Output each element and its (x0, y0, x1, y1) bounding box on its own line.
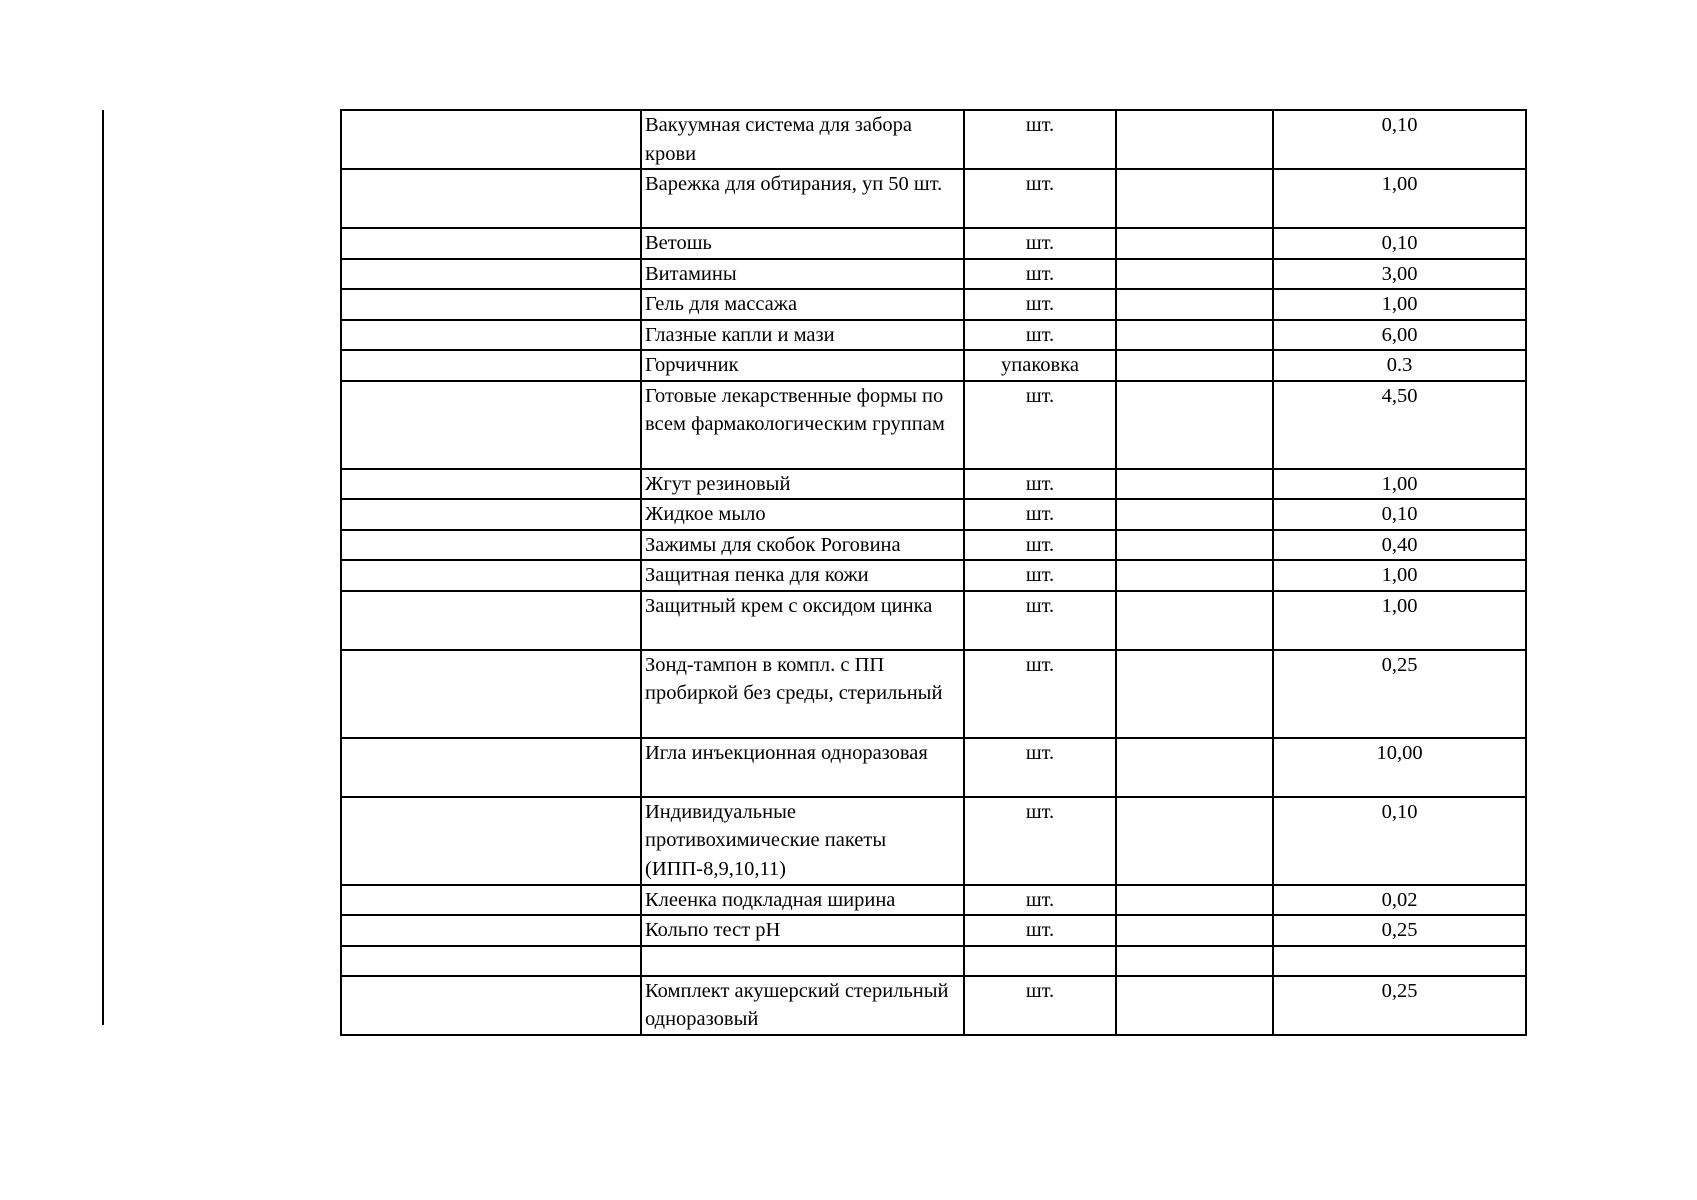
empty-cell (1116, 469, 1273, 500)
unit-cell: шт. (964, 228, 1116, 259)
empty-cell (1116, 591, 1273, 650)
unit-cell: шт. (964, 915, 1116, 946)
unit-cell: шт. (964, 976, 1116, 1035)
table-row (341, 560, 1526, 591)
table-row (341, 650, 1526, 738)
group-cell (341, 169, 641, 228)
item-name-cell: Витамины (641, 259, 964, 290)
unit-cell (964, 946, 1116, 976)
supplies-table (340, 109, 1527, 1036)
empty-cell (1116, 289, 1273, 320)
unit-cell: шт. (964, 885, 1116, 916)
empty-cell (1116, 738, 1273, 797)
quantity-cell (1273, 946, 1526, 976)
item-name-cell: Готовые лекарственные формы по всем фармакологическим группам (641, 381, 964, 469)
table-row (341, 976, 1526, 1035)
empty-cell (1116, 259, 1273, 290)
group-cell (341, 530, 641, 561)
supplies-table-body (341, 110, 1526, 1035)
item-name-cell: Горчичник (641, 350, 964, 381)
empty-cell (1116, 228, 1273, 259)
unit-cell: шт. (964, 289, 1116, 320)
unit-cell: шт. (964, 381, 1116, 469)
table-row (341, 259, 1526, 290)
item-name-cell: Гель для массажа (641, 289, 964, 320)
item-name-cell: Индивидуальные противохимические пакеты (ИПП-8,9,10,11) (641, 797, 964, 885)
table-row (341, 885, 1526, 916)
item-name-cell: Клеенка подкладная ширина (641, 885, 964, 916)
item-name-cell: Зажимы для скобок Роговина (641, 530, 964, 561)
group-cell (341, 381, 641, 469)
group-cell (341, 915, 641, 946)
empty-cell (1116, 499, 1273, 530)
empty-cell (1116, 350, 1273, 381)
group-cell (341, 738, 641, 797)
group-cell (341, 591, 641, 650)
table-row (341, 110, 1526, 169)
quantity-cell: 4,50 (1273, 381, 1526, 469)
group-cell (341, 560, 641, 591)
group-cell (341, 499, 641, 530)
quantity-cell: 1,00 (1273, 469, 1526, 500)
unit-cell: шт. (964, 110, 1116, 169)
table-row (341, 469, 1526, 500)
empty-cell (1116, 976, 1273, 1035)
unit-cell: шт. (964, 650, 1116, 738)
empty-cell (1116, 797, 1273, 885)
quantity-cell: 0,10 (1273, 499, 1526, 530)
item-name-cell: Глазные капли и мази (641, 320, 964, 351)
group-cell (341, 885, 641, 916)
empty-cell (1116, 381, 1273, 469)
table-row (341, 289, 1526, 320)
table-row (341, 228, 1526, 259)
group-cell (341, 469, 641, 500)
empty-cell (1116, 915, 1273, 946)
item-name-cell: Кольпо тест pH (641, 915, 964, 946)
empty-cell (1116, 530, 1273, 561)
quantity-cell: 0,25 (1273, 976, 1526, 1035)
unit-cell: шт. (964, 169, 1116, 228)
group-cell (341, 976, 641, 1035)
quantity-cell: 1,00 (1273, 289, 1526, 320)
quantity-cell: 3,00 (1273, 259, 1526, 290)
item-name-cell: Защитная пенка для кожи (641, 560, 964, 591)
table-row (341, 946, 1526, 976)
unit-cell: шт. (964, 797, 1116, 885)
item-name-cell: Защитный крем с оксидом цинка (641, 591, 964, 650)
unit-cell: шт. (964, 738, 1116, 797)
unit-cell: шт. (964, 560, 1116, 591)
table-row (341, 320, 1526, 351)
quantity-cell: 1,00 (1273, 560, 1526, 591)
group-cell (341, 110, 641, 169)
table-row (341, 915, 1526, 946)
item-name-cell: Жидкое мыло (641, 499, 964, 530)
table-row (341, 738, 1526, 797)
group-cell (341, 228, 641, 259)
item-name-cell: Жгут резиновый (641, 469, 964, 500)
quantity-cell: 0,02 (1273, 885, 1526, 916)
quantity-cell: 0.3 (1273, 350, 1526, 381)
group-cell (341, 320, 641, 351)
unit-cell: шт. (964, 591, 1116, 650)
quantity-cell: 0,10 (1273, 110, 1526, 169)
quantity-cell: 0,10 (1273, 797, 1526, 885)
empty-cell (1116, 885, 1273, 916)
unit-cell: упаковка (964, 350, 1116, 381)
empty-cell (1116, 320, 1273, 351)
quantity-cell: 6,00 (1273, 320, 1526, 351)
empty-cell (1116, 169, 1273, 228)
table-row (341, 350, 1526, 381)
quantity-cell: 10,00 (1273, 738, 1526, 797)
quantity-cell: 0,25 (1273, 915, 1526, 946)
item-name-cell: Комплект акушерский стерильный одноразовый (641, 976, 964, 1035)
unit-cell: шт. (964, 530, 1116, 561)
item-name-cell: Игла инъекционная одноразовая (641, 738, 964, 797)
quantity-cell: 1,00 (1273, 591, 1526, 650)
quantity-cell: 0,25 (1273, 650, 1526, 738)
item-name-cell: Вакуумная система для забора крови (641, 110, 964, 169)
table-row (341, 797, 1526, 885)
quantity-cell: 0,40 (1273, 530, 1526, 561)
group-cell (341, 797, 641, 885)
empty-cell (1116, 650, 1273, 738)
table-row (341, 381, 1526, 469)
quantity-cell: 1,00 (1273, 169, 1526, 228)
quantity-cell: 0,10 (1273, 228, 1526, 259)
item-name-cell (641, 946, 964, 976)
item-name-cell: Варежка для обтирания, уп 50 шт. (641, 169, 964, 228)
unit-cell: шт. (964, 499, 1116, 530)
group-cell (341, 289, 641, 320)
empty-cell (1116, 946, 1273, 976)
unit-cell: шт. (964, 320, 1116, 351)
table-row (341, 169, 1526, 228)
group-cell (341, 259, 641, 290)
item-name-cell: Ветошь (641, 228, 964, 259)
item-name-cell: Зонд-тампон в компл. с ПП пробиркой без среды, стерильный (641, 650, 964, 738)
table-row (341, 499, 1526, 530)
group-cell (341, 946, 641, 976)
group-cell (341, 350, 641, 381)
table-row (341, 530, 1526, 561)
unit-cell: шт. (964, 259, 1116, 290)
empty-cell (1116, 110, 1273, 169)
table-row (341, 591, 1526, 650)
left-margin-line (102, 110, 104, 1025)
empty-cell (1116, 560, 1273, 591)
group-cell (341, 650, 641, 738)
unit-cell: шт. (964, 469, 1116, 500)
